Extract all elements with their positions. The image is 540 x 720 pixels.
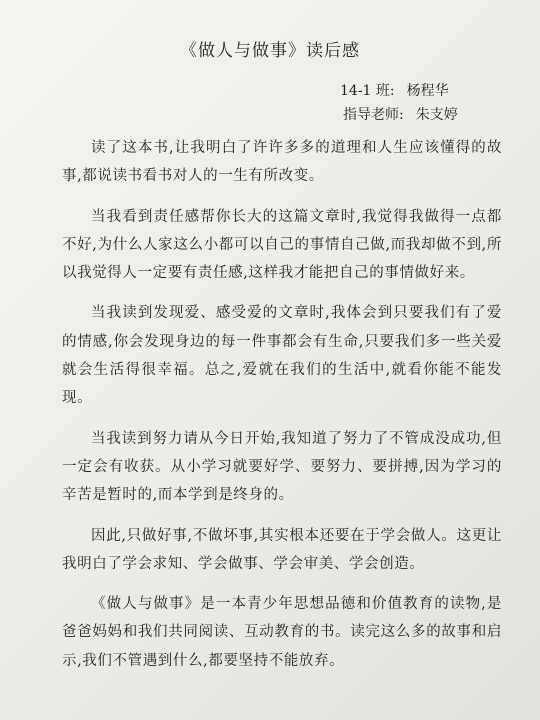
- teacher-name: 朱支婷: [415, 107, 458, 123]
- student-name: 杨程华: [406, 83, 449, 99]
- paragraph: 《做人与做事》是一本青少年思想品德和价值教育的读物,是爸爸妈妈和我们共同阅读、互动教育的书。读完这么多的故事和启示,我们不管遇到什么,都要坚持不能放弃。: [62, 596, 502, 669]
- teacher-line: [343, 104, 458, 124]
- paragraph: 读了这本书,让我明白了许许多多的道理和人生应该懂得的故事,都说读书看书对人的一生有所改变。: [62, 140, 502, 185]
- class-and-student-line: [340, 80, 449, 100]
- essay-body: [62, 134, 502, 675]
- document-title: 《做人与做事》读后感: [180, 41, 360, 61]
- paragraph: 当我读到发现爱、感受爱的文章时,我体会到只要我们有了爱的情感,你会发现身边的每一件事都会有生命,只要我们多一些关爱就会生活得很幸福。总之,爱就在我们的生活中,就看你能不能发现。: [62, 305, 502, 407]
- paragraph: 当我看到责任感帮你长大的这篇文章时,我觉得我做得一点都不好,为什么人家这么小都可以自己的事情自己做,而我却做不到,所以我觉得人一定要有责任感,这样我才能把自己的事情做好来。: [62, 208, 502, 282]
- paragraph: 当我读到努力请从今日开始,我知道了努力了不管成没成功,但一定会有收获。从小学习就要好学、要努力、要拼搏,因为学习的辛苦是暂时的,而本学到是终身的。: [62, 430, 502, 504]
- paragraph: 因此,只做好事,不做坏事,其实根本还要在于学会做人。这更让我明白了学会求知、学会做事、学会审美、学会创造。: [62, 527, 502, 572]
- teacher-label: 指导老师:: [343, 107, 404, 123]
- class-label: 14-1 班:: [340, 83, 395, 99]
